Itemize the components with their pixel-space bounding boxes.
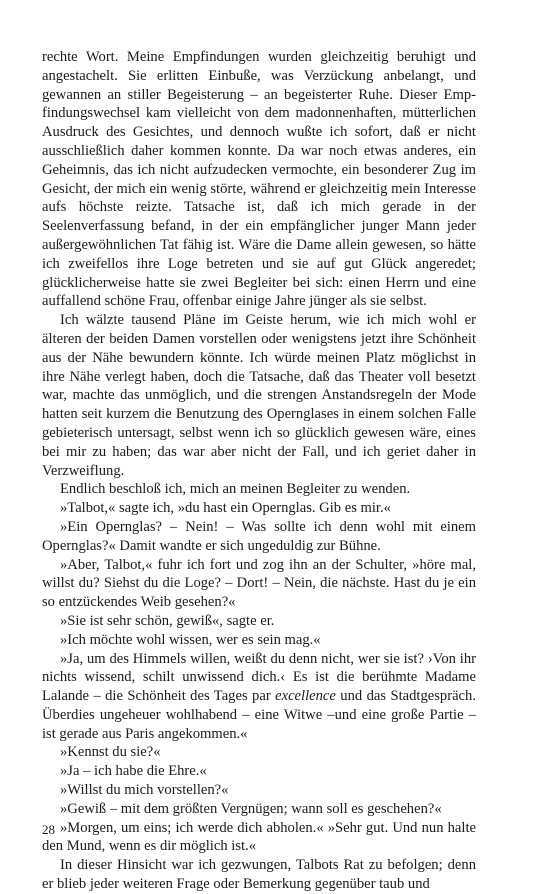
dialogue-line: »Ja – ich habe die Ehre.« <box>60 763 207 780</box>
dialogue-line: »Morgen, um eins; ich werde dich abholen.« »Sehr gut. Und nun halte den Mund, wenn es dir möglich ist.« <box>42 819 476 855</box>
italic-text: excellence <box>275 688 336 705</box>
dialogue-line: »Kennst du sie?« <box>60 744 161 761</box>
paragraph: rechte Wort. Meine Empfindungen wurden gleichzeitig beruhigt und angestachelt. Sie erlitten Einbuße, was Verzückung anbelangt, und gewannen an stiller Begeisterung – an begeisterter Ruhe. Dieser Empfindungswechsel kam vielleicht von dem madonnenhaften, mütterlichen Ausdruck des Gesichtes, und dennoch wußte ich sofort, daß er nicht ausschließlich daher kommen konnte. Da war noch etwas anderes, ein Geheimnis, das ich nicht aufzudecken vermochte, ein besonderer Zug im Gesicht, der mich ein wenig störte, während er gleichzeitig mein Interesse aufs höchste reizte. Tatsache ist, daß ich mich gerade in der Seelenverfassung befand, in der ein empfänglicher junger Mann jeder außergewöhnlichen Tat fähig ist. Wäre die Dame allein gewesen, so hätte ich zweifellos ihre Loge betreten und sie auf gut Glück angeredet; glücklicherweise hatte sie zwei Begleiter bei sich: einen Herrn und eine auffallend schöne Frau, offenbar einige Jahre jünger als sie selbst. <box>42 49 476 310</box>
dialogue-line: »Sie ist sehr schön, gewiß«, sagte er. <box>60 612 275 629</box>
paragraph: Endlich beschloß ich, mich an meinen Begleiter zu wenden. <box>60 481 411 498</box>
text-segment: und das Stadtgespräch. Überdies ungeheuer wohlhabend – eine Witwe –und eine große Partie – ist gerade aus Paris angekommen.« <box>42 688 476 742</box>
paragraph: In dieser Hinsicht war ich gezwungen, Talbots Rat zu befolgen; denn er blieb jeder weiteren Frage oder Bemerkung gegenüber taub und <box>42 857 476 893</box>
page-number: 28 <box>42 822 55 837</box>
dialogue-line: »Ein Opernglas? – Nein! – Was sollte ich denn wohl mit einem Opernglas?« Damit wandte er sich ungeduldig zur Bühne. <box>42 518 476 554</box>
dialogue-line: »Gewiß – mit dem größten Vergnügen; wann soll es geschehen?« <box>60 800 442 817</box>
book-page-text <box>42 48 476 894</box>
dialogue-line: »Ich möchte wohl wissen, wer es sein mag.« <box>60 631 321 648</box>
dialogue-line <box>42 650 476 744</box>
dialogue-line: »Aber, Talbot,« fuhr ich fort und zog ihn an der Schulter, »höre mal, willst du? Siehst du die Loge? – Dort! – Nein, die nächste. Hast du je ein so entzückendes Weib gesehen?« <box>42 556 476 611</box>
paragraph: Ich wälzte tausend Pläne im Geiste herum, wie ich mich wohl er älteren der beiden Damen vorstellen oder wenigstens jetzt ihre Schönheit aus der Nähe bewundern könnte. Ich würde meinen Platz möglichst in ihre Nähe verlegt haben, doch die Tatsache, daß das Theater voll besetzt war, machte das unmöglich, und die strengen Anstandsregeln der Mode hatten seit kurzem die Benutzung des Opernglases in einem solchen Falle gebieterisch untersagt, selbst wenn ich so glücklich gewesen wäre, eines bei mir zu haben; das war aber nicht der Fall, und ich geriet daher in Verzweiflung. <box>42 312 476 479</box>
dialogue-line: »Talbot,« sagte ich, »du hast ein Opernglas. Gib es mir.« <box>60 500 391 517</box>
text-segment: »Ja, um des Himmels willen, weißt du denn nicht, wer sie ist? ›Von ihr nichts wissend, schilt unwissend dich.‹ Es ist die berühmte Madame Lalande – die Schönheit des Tages par <box>42 650 476 705</box>
dialogue-line: »Willst du mich vorstellen?« <box>60 782 229 799</box>
